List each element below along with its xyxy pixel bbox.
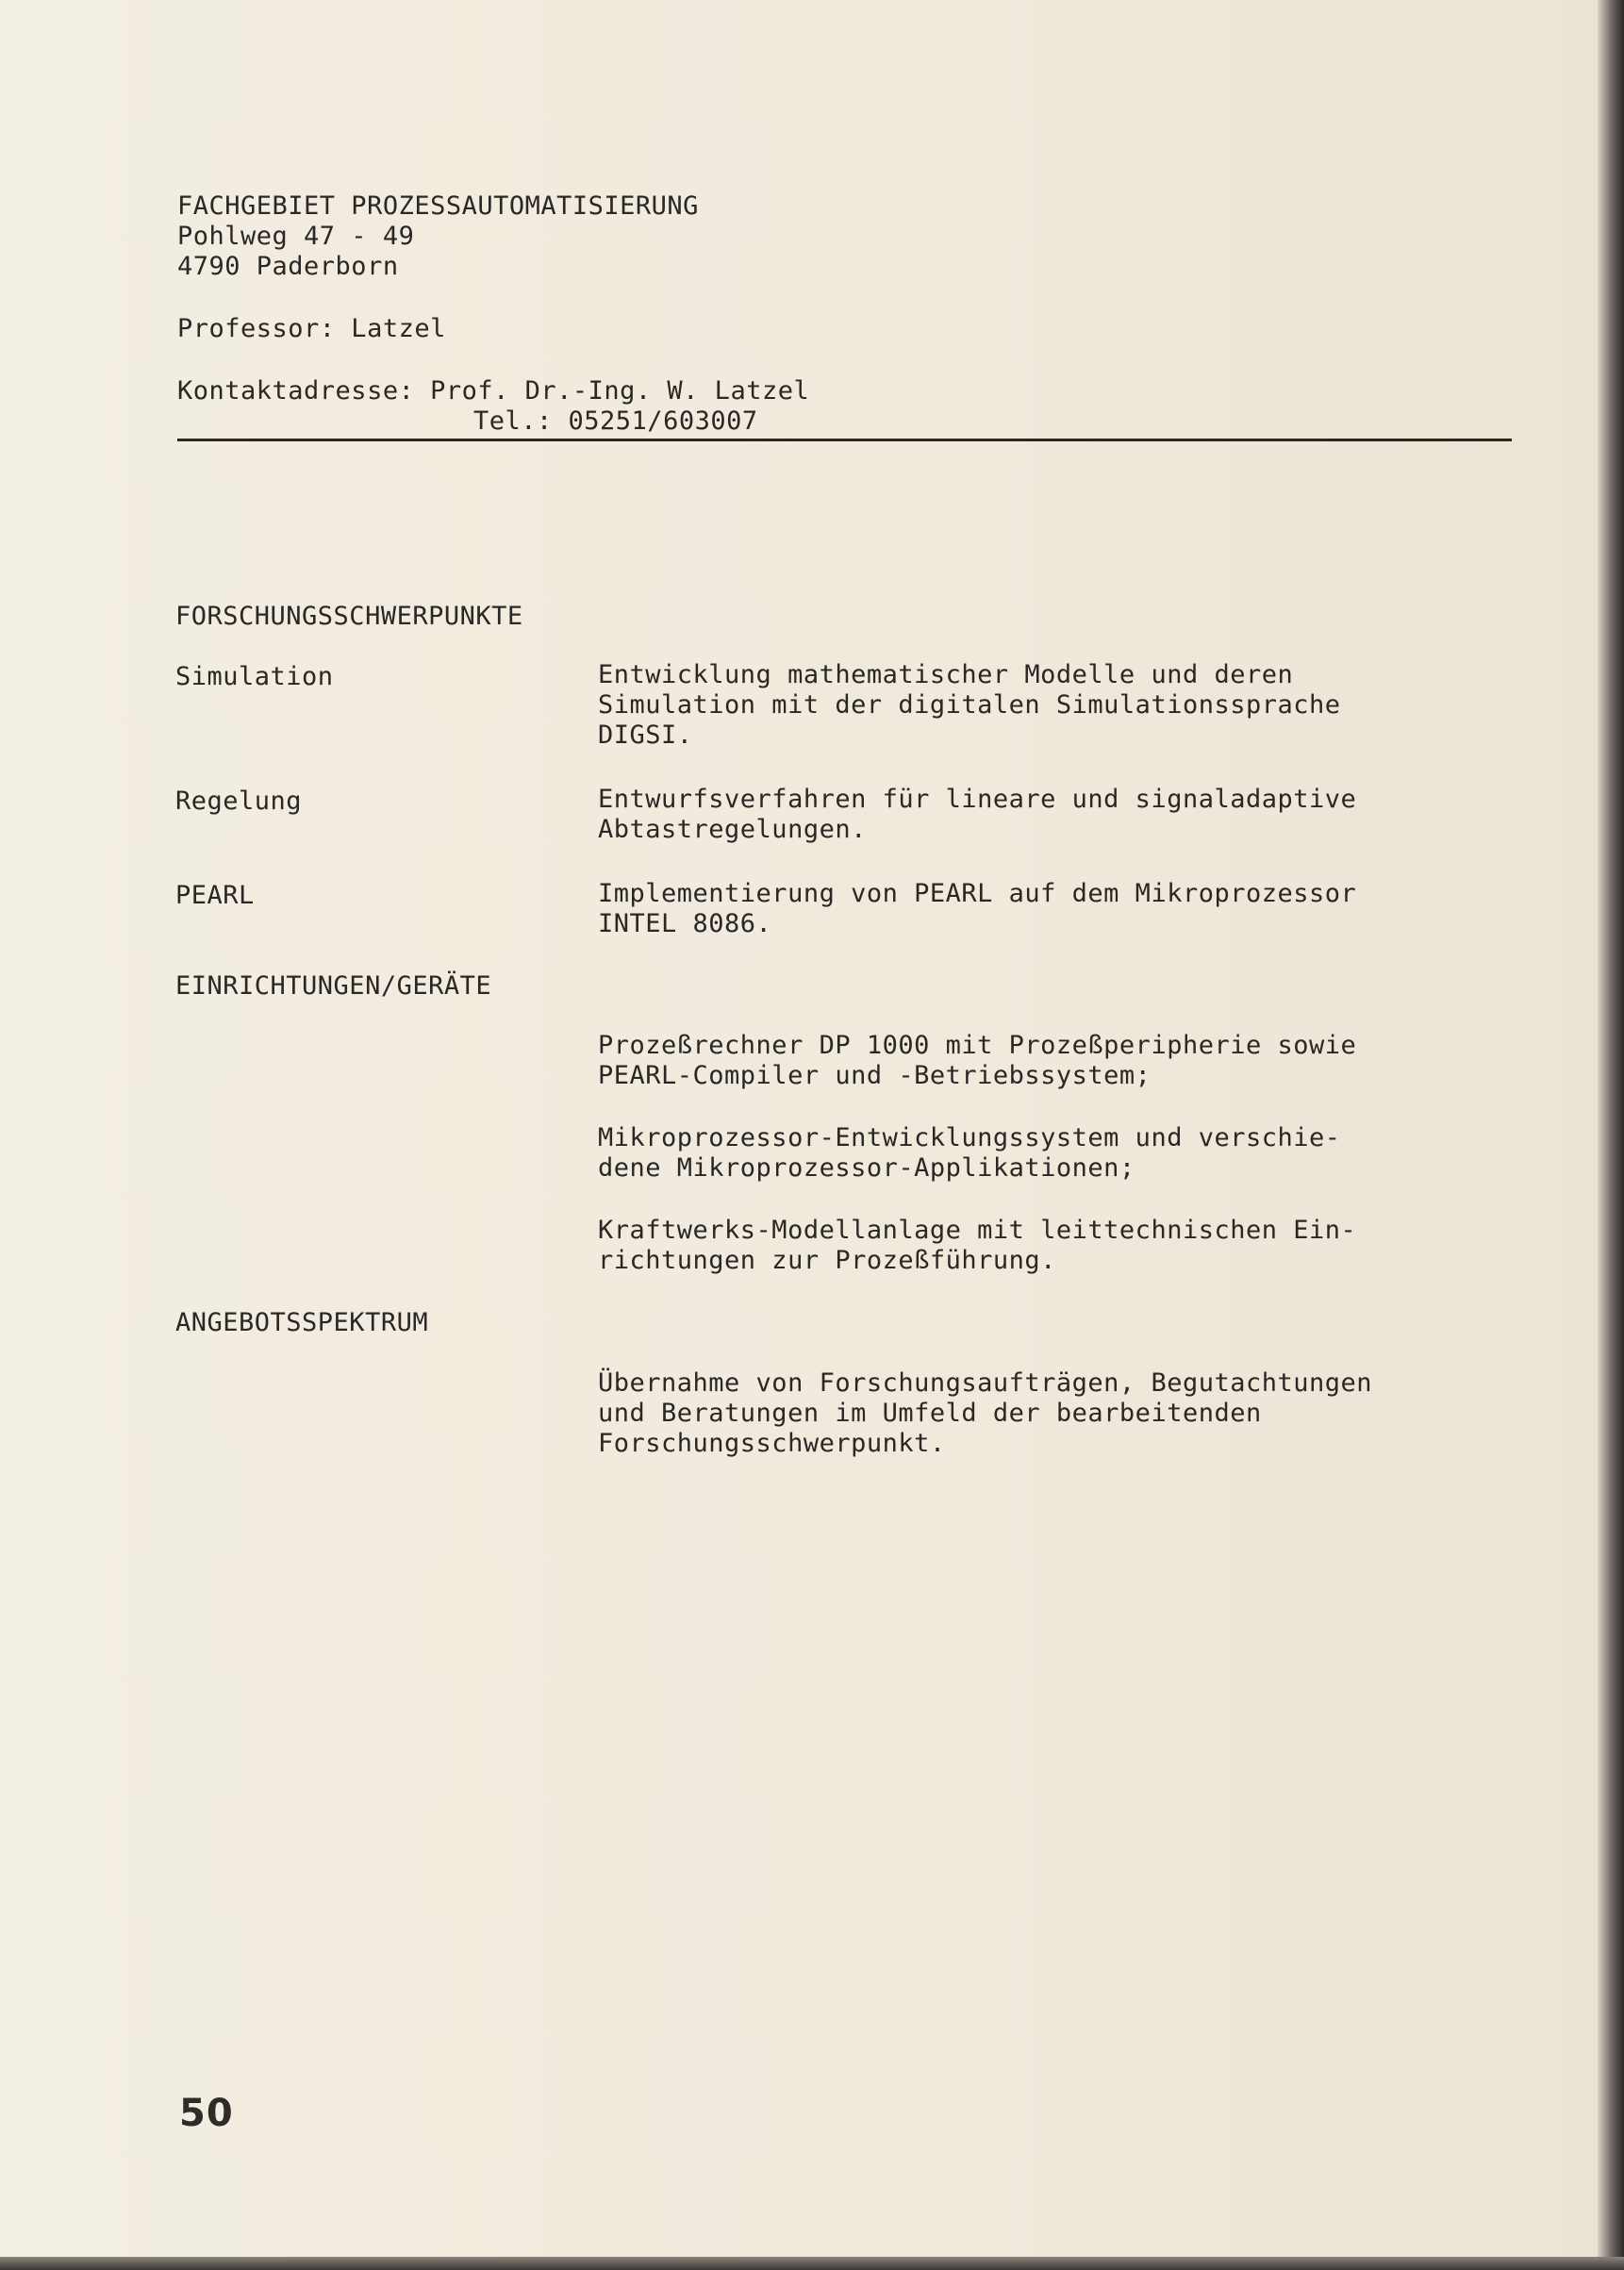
research-text-simulation: Entwicklung mathematischer Modelle und deren Simulation mit der digitalen Simulationssprache DIGSI. [598, 660, 1341, 750]
book-spine-shadow [1598, 0, 1624, 2270]
phone-number: Tel.: 05251/603007 [473, 406, 758, 436]
department-name: FACHGEBIET PROZESSAUTOMATISIERUNG [177, 191, 699, 221]
research-heading: FORSCHUNGSSCHWERPUNKTE [175, 602, 523, 631]
research-label-regelung: Regelung [175, 787, 303, 816]
research-text-pearl: Implementierung von PEARL auf dem Mikroprozessor INTEL 8086. [598, 879, 1357, 938]
research-label-pearl: PEARL [175, 881, 255, 910]
equipment-item-power-plant-model: Kraftwerks-Modellanlage mit leittechnischen Ein- richtungen zur Prozeßführung. [598, 1216, 1357, 1275]
offer-heading: ANGEBOTSSPEKTRUM [175, 1308, 429, 1337]
street-address: Pohlweg 47 - 49 [177, 222, 415, 251]
equipment-item-process-computer: Prozeßrechner DP 1000 mit Prozeßperipherie sowie PEARL-Compiler und -Betriebssystem; [598, 1031, 1357, 1090]
contact-address: Kontaktadresse: Prof. Dr.-Ing. W. Latzel [177, 376, 810, 406]
header-divider [177, 439, 1512, 441]
page-number: 50 [179, 2092, 234, 2135]
research-text-regelung: Entwurfsverfahren für lineare und signaladaptive Abtastregelungen. [598, 785, 1357, 844]
equipment-heading: EINRICHTUNGEN/GERÄTE [175, 971, 492, 1001]
offer-text: Übernahme von Forschungsaufträgen, Begutachtungen und Beratungen im Umfeld der bearbeitenden Forschungsschwerpunkt. [598, 1368, 1373, 1458]
research-label-simulation: Simulation [175, 662, 334, 691]
professor-line: Professor: Latzel [177, 314, 446, 343]
city-address: 4790 Paderborn [177, 252, 399, 281]
equipment-item-microprocessor: Mikroprozessor-Entwicklungssystem und verschie- dene Mikroprozessor-Applikationen; [598, 1123, 1341, 1183]
page-bottom-edge [0, 2257, 1624, 2270]
